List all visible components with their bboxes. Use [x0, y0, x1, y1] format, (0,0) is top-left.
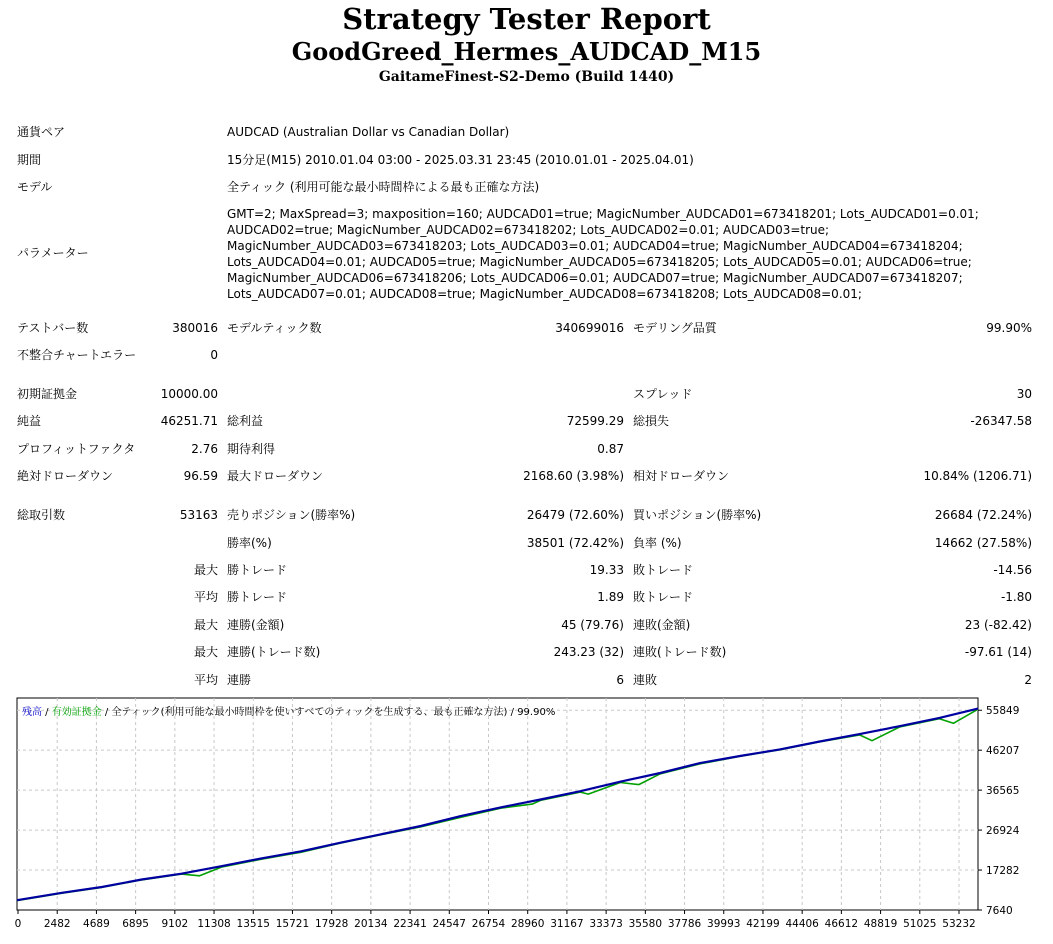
- x-tick-label: 28960: [511, 918, 545, 930]
- params-line: GMT=2; MaxSpread=3; maxposition=160; AUDCAD01=true; MagicNumber_AUDCAD01=673418201; Lots_AUDCAD01=0.01;: [227, 207, 979, 221]
- stat-row-b-value: -97.61 (14): [964, 645, 1032, 659]
- y-tick-label: 36565: [986, 785, 1020, 798]
- x-tick-label: 37786: [667, 918, 702, 930]
- expected-payoff-label: 期待利得: [227, 442, 276, 456]
- params-line: MagicNumber_AUDCAD06=673418206; Lots_AUDCAD06=0.01; AUDCAD07=true; MagicNumber_AUDCAD07=673418207;: [227, 271, 963, 285]
- maximal-drawdown-label: 最大ドローダウン: [227, 469, 324, 483]
- maximal-drawdown-value: 2168.60 (3.98%): [523, 469, 624, 483]
- profit-factor-value: 2.76: [191, 442, 218, 456]
- stat-row-b-label: 連敗(トレード数): [633, 645, 727, 659]
- quality-label: モデリング品質: [633, 321, 717, 335]
- plot-frame: [17, 698, 978, 910]
- params-value: [227, 206, 1027, 302]
- params-line: AUDCAD02=true; MagicNumber_AUDCAD02=673418202; Lots_AUDCAD02=0.01; AUDCAD03=true;: [227, 223, 830, 237]
- gross-loss-value: -26347.58: [970, 414, 1032, 428]
- x-tick-label: 44406: [785, 918, 819, 930]
- y-tick-label: 26924: [986, 825, 1020, 838]
- x-tick-label: 48819: [863, 918, 898, 930]
- y-tick-label: 46207: [986, 745, 1020, 758]
- short-positions-label: 売りポジション(勝率%): [227, 508, 356, 522]
- spread-label: スプレッド: [633, 387, 693, 401]
- stat-row-b-value: -14.56: [993, 563, 1032, 577]
- x-tick-label: 17928: [314, 918, 349, 930]
- x-tick-label: 31167: [550, 918, 584, 930]
- y-tick-label: 7640: [986, 905, 1013, 917]
- x-tick-label: 26754: [471, 918, 506, 930]
- symbol-value: AUDCAD (Australian Dollar vs Canadian Dollar): [227, 125, 510, 139]
- stat-row-b-value: 23 (-82.42): [964, 618, 1032, 632]
- loss-trades-label: 負率 (%): [633, 536, 682, 550]
- stat-row-a-label: 連勝(金額): [227, 618, 285, 632]
- stat-row-b-value: 2: [1024, 673, 1032, 687]
- report-subtitle: GoodGreed_Hermes_AUDCAD_M15: [291, 37, 762, 66]
- chart-legend: [22, 703, 555, 718]
- x-tick-label: 0: [14, 918, 22, 930]
- net-profit-value: 46251.71: [160, 414, 218, 428]
- x-tick-label: 33373: [589, 918, 623, 930]
- x-tick-label: 22341: [393, 918, 427, 930]
- stat-row-a-value: 243.23 (32): [553, 645, 624, 659]
- report-title: Strategy Tester Report: [342, 2, 711, 36]
- ticks-label: モデルティック数: [227, 321, 322, 335]
- period-label: 期間: [17, 153, 42, 167]
- stat-row-a-label: 連勝(トレード数): [227, 645, 321, 659]
- loss-trades-value: 14662 (27.58%): [934, 536, 1032, 550]
- x-tick-label: 15721: [275, 918, 310, 930]
- expected-payoff-value: 0.87: [597, 442, 624, 456]
- mismatch-value: 0: [210, 348, 218, 362]
- stat-row-a-label: 勝トレード: [227, 563, 288, 577]
- gross-profit-label: 総利益: [227, 414, 264, 428]
- short-positions-value: 26479 (72.60%): [526, 508, 624, 522]
- stat-row-prefix: 平均: [193, 590, 218, 604]
- y-tick-label: 55849: [986, 705, 1020, 718]
- balance-chart: [16, 697, 1053, 944]
- model-label: モデル: [17, 180, 53, 194]
- relative-drawdown-label: 相対ドローダウン: [633, 469, 730, 483]
- x-tick-label: 42199: [746, 918, 780, 930]
- net-profit-label: 純益: [17, 414, 42, 428]
- x-tick-label: 24547: [432, 918, 466, 930]
- mismatch-label: 不整合チャートエラー: [17, 348, 137, 362]
- params-line: Lots_AUDCAD04=0.01; AUDCAD05=true; MagicNumber_AUDCAD05=673418205; Lots_AUDCAD05=0.01; AUDCAD06=true;: [227, 255, 972, 269]
- ticks-value: 340699016: [555, 321, 624, 335]
- params-line: Lots_AUDCAD07=0.01; AUDCAD08=true; MagicNumber_AUDCAD08=673418208; Lots_AUDCAD08=0.01;: [227, 287, 862, 301]
- stat-row-b-value: -1.80: [1000, 590, 1032, 604]
- deposit-label: 初期証拠金: [17, 387, 78, 401]
- symbol-label: 通貨ペア: [17, 125, 66, 139]
- stat-row-prefix: 最大: [193, 563, 218, 577]
- absolute-drawdown-value: 96.59: [183, 469, 218, 483]
- stat-row-b-label: 連敗(金額): [633, 618, 691, 632]
- x-tick-label: 51025: [903, 918, 937, 930]
- x-tick-label: 53232: [942, 918, 976, 930]
- x-tick-label: 4689: [83, 918, 110, 930]
- x-tick-label: 6895: [122, 918, 149, 930]
- x-tick-label: 2482: [43, 918, 71, 930]
- relative-drawdown-value: 10.84% (1206.71): [923, 469, 1032, 483]
- x-tick-label: 13515: [236, 918, 270, 930]
- stat-row-a-value: 45 (79.76): [561, 618, 624, 632]
- deposit-value: 10000.00: [160, 387, 218, 401]
- profit-trades-label: 勝率(%): [227, 536, 272, 550]
- stat-row-b-label: 連敗: [633, 673, 658, 687]
- model-value: 全ティック (利用可能な最小時間枠による最も正確な方法): [227, 180, 540, 194]
- stat-row-a-label: 勝トレード: [227, 590, 288, 604]
- period-value: 15分足(M15) 2010.01.04 03:00 - 2025.03.31 23:45 (2010.01.01 - 2025.04.01): [227, 153, 694, 167]
- stat-row-b-label: 敗トレード: [633, 563, 694, 577]
- y-tick-label: 17282: [986, 865, 1020, 878]
- stat-row-prefix: 平均: [193, 673, 218, 687]
- stat-row-prefix: 最大: [193, 645, 218, 659]
- x-tick-label: 9102: [161, 918, 189, 930]
- stat-row-b-label: 敗トレード: [633, 590, 694, 604]
- params-line: MagicNumber_AUDCAD03=673418203; Lots_AUDCAD03=0.01; AUDCAD04=true; MagicNumber_AUDCAD04=673418204;: [227, 239, 963, 253]
- stat-row-a-value: 1.89: [597, 590, 624, 604]
- bars-value: 380016: [172, 321, 218, 335]
- stat-row-a-label: 連勝: [227, 673, 252, 687]
- total-trades-value: 53163: [179, 508, 218, 522]
- profit-trades-value: 38501 (72.42%): [526, 536, 624, 550]
- long-positions-value: 26684 (72.24%): [934, 508, 1032, 522]
- x-tick-label: 11308: [197, 918, 231, 930]
- total-trades-label: 総取引数: [17, 508, 66, 522]
- spread-value: 30: [1016, 387, 1032, 401]
- legend-separator: /: [42, 707, 52, 718]
- gross-loss-label: 総損失: [633, 414, 670, 428]
- server-info: GaitameFinest-S2-Demo (Build 1440): [378, 69, 675, 85]
- x-tick-label: 39993: [707, 918, 741, 930]
- long-positions-label: 買いポジション(勝率%): [633, 508, 762, 522]
- balance-chart-svg: [16, 697, 1053, 944]
- quality-value: 99.90%: [986, 321, 1032, 335]
- x-tick-label: 20134: [354, 918, 388, 930]
- absolute-drawdown-label: 絶対ドローダウン: [17, 469, 114, 483]
- stat-row-prefix: 最大: [193, 618, 218, 632]
- legend-equity: 有効証拠金: [51, 707, 102, 718]
- x-tick-label: 35580: [628, 918, 663, 930]
- bars-label: テストバー数: [17, 321, 89, 335]
- x-tick-label: 46612: [824, 918, 859, 930]
- profit-factor-label: プロフィットファクタ: [17, 442, 136, 456]
- gross-profit-value: 72599.29: [566, 414, 624, 428]
- params-label: パラメーター: [17, 246, 89, 260]
- legend-description: / 全ティック(利用可能な最小時間枠を使いすべてのティックを生成する、最も正確な方法) / 99.90%: [101, 707, 556, 718]
- legend-balance: 残高: [22, 707, 42, 718]
- stat-row-a-value: 19.33: [589, 563, 624, 577]
- stat-row-a-value: 6: [616, 673, 624, 687]
